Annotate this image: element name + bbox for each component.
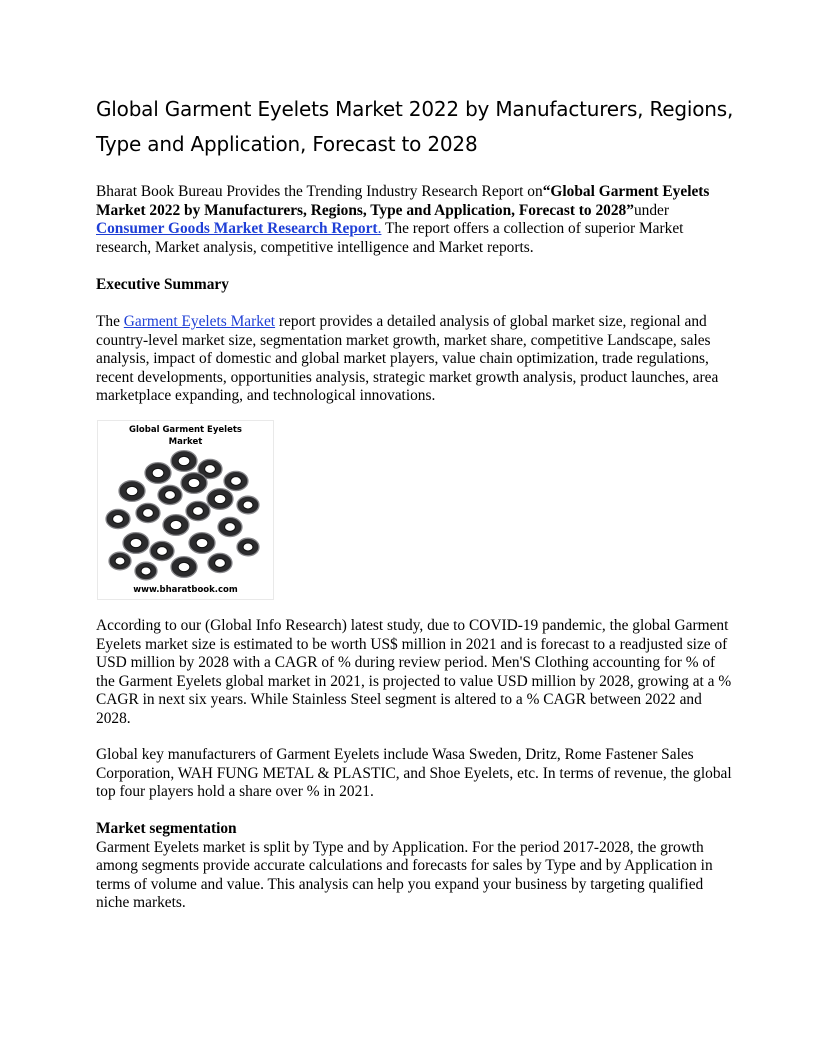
eyelet-hole (243, 501, 253, 509)
intro-report-title: “Global Garment Eyelets Market 2022 by Manufacturers, Regions, Type and Application, Forecast to 2028” (96, 183, 710, 219)
figure-title (98, 424, 273, 448)
garment-eyelets-market-link[interactable]: Garment Eyelets Market (123, 313, 276, 330)
summary-body: report provides a detailed analysis of global market size, regional and country-level market size, segmentation market growth, market share, competitive Landscape, sales analysis, impact of domestic and global market players, value chain optimization, trade regulations, recent developments, opportunities analysis, strategic market growth analysis, product launches, area marketplace expanding, and technological innovations. (96, 313, 719, 405)
eyelet-hole (130, 538, 142, 547)
eyelet-hole (143, 509, 154, 518)
eyelet-hole (243, 543, 253, 551)
eyelet-hole (141, 567, 151, 575)
study-paragraph: According to our (Global Info Research) latest study, due to COVID-19 pandemic, the global Garment Eyelets market size is estimated to be worth US$ million in 2021 and is forecast to a readjusted size of USD million by 2028 with a CAGR of % during review period. Men'S Clothing accounting for % of the Garment Eyelets global market in 2021, is projected to value USD million by 2028, growing at a % CAGR in next six years. While Stainless Steel segment is altered to a % CAGR between 2022 and 2028. (96, 617, 732, 727)
market-figure (97, 420, 274, 600)
eyelets-image (98, 447, 273, 585)
eyelet-hole (157, 547, 168, 556)
eyelet-hole (126, 486, 138, 495)
link-period[interactable]: . (377, 220, 382, 238)
eyelet-hole (215, 559, 226, 568)
eyelet-hole (178, 456, 190, 465)
eyelet-hole (193, 507, 204, 516)
eyelet-hole (170, 520, 182, 529)
segmentation-section (96, 820, 732, 913)
eyelet-hole (188, 478, 200, 487)
eyelet-hole (115, 557, 125, 565)
eyelet-hole (152, 468, 164, 477)
eyelet-hole (196, 538, 208, 547)
eyelet-hole (214, 494, 226, 503)
report-title: Global Garment Eyelets Market 2022 by Manufacturers, Regions, Type and Application, Forecast to 2028 (96, 97, 734, 156)
summary-the: The (96, 313, 124, 330)
intro-under: under (633, 201, 669, 219)
manufacturers-paragraph: Global key manufacturers of Garment Eyelets include Wasa Sweden, Dritz, Rome Fastener Sales Corporation, WAH FUNG METAL & PLASTIC, and Shoe Eyelets, etc. In terms of revenue, the global top four players hold a share over % in 2021. (96, 746, 732, 801)
figure-title-line1: Global Garment Eyelets (129, 425, 242, 435)
figure-url: www.bharatbook.com (133, 585, 238, 595)
intro-paragraph (96, 183, 732, 257)
eyelet-hole (205, 465, 216, 474)
eyelet-hole (225, 523, 236, 532)
segmentation-heading: Market segmentation (96, 820, 237, 837)
eyelet-hole (178, 562, 190, 571)
eyelet-hole (113, 515, 124, 524)
eyelet-hole (231, 477, 242, 486)
intro-text: Bharat Book Bureau Provides the Trending Industry Research Report on (96, 183, 543, 200)
executive-summary-heading: Executive Summary (96, 276, 229, 293)
consumer-goods-report-link[interactable]: Consumer Goods Market Research Report (96, 220, 378, 238)
intro-text-after: The report offers a collection of superior Market research, Market analysis, competitive intelligence and Market reports. (96, 220, 684, 256)
executive-summary-paragraph (96, 313, 732, 406)
eyelet-hole (165, 491, 176, 500)
figure-title-line2: Market (168, 437, 203, 447)
segmentation-body: Garment Eyelets market is split by Type and by Application. For the period 2017-2028, the growth among segments provide accurate calculations and forecasts for sales by Type and by Application in terms of volume and value. This analysis can help you expand your business by targeting qualified niche markets. (96, 838, 713, 912)
